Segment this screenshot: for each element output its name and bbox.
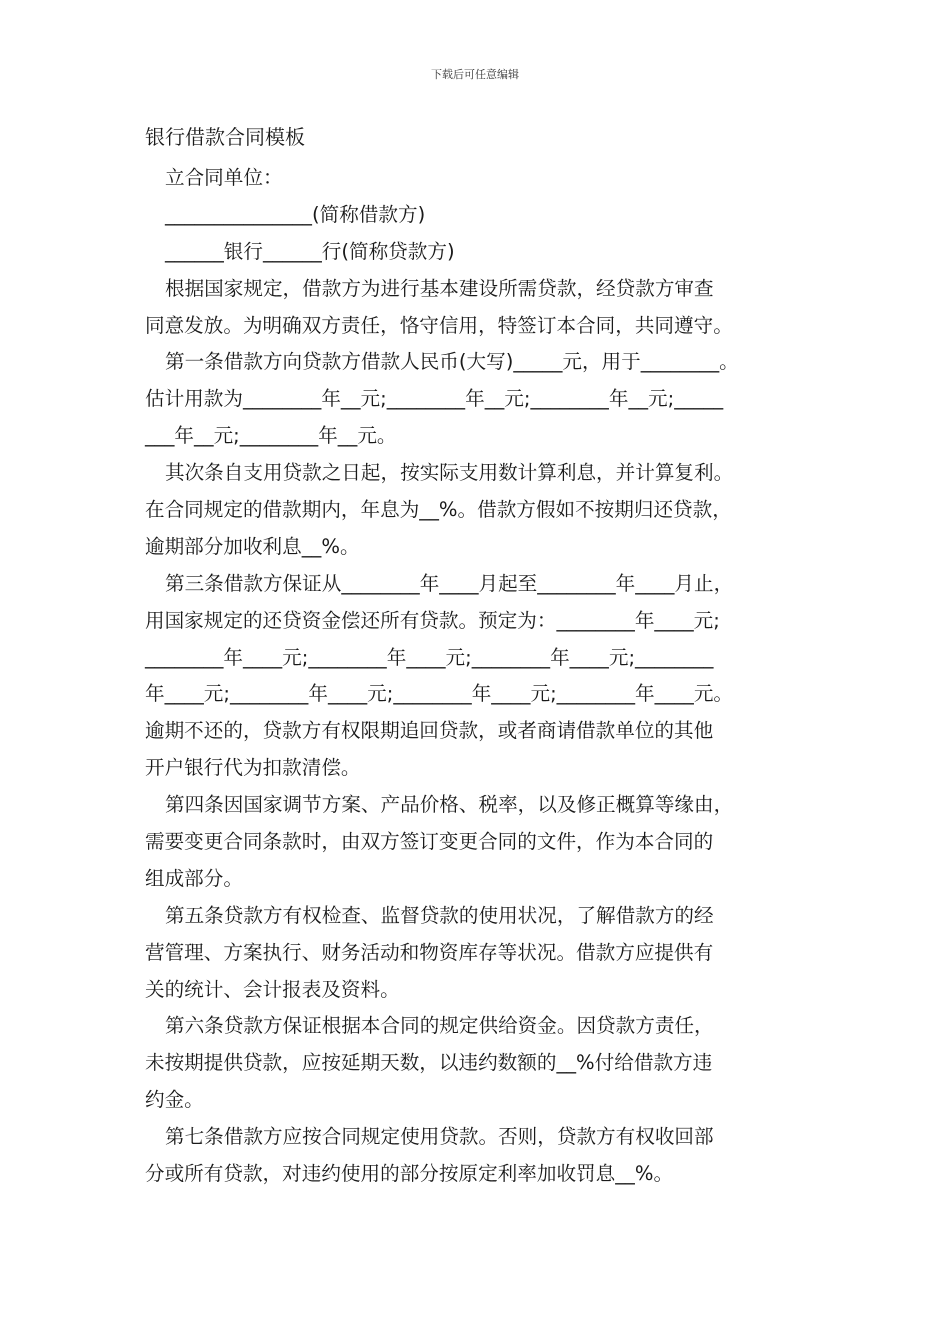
parties-heading: 立合同单位： [165,166,283,189]
article-1-line: ___年__元;________年__元。 [145,424,397,448]
article-2-line: 逾期部分加收利息__%。 [145,534,360,558]
contract-body [145,160,813,1193]
article-4-line: 第四条因国家调节方案、产品价格、税率，以及修正概算等缘由， [165,793,734,817]
article-6-line: 第六条贷款方保证根据本合同的规定供给资金。因贷款方责任， [165,1014,714,1038]
preamble-line: 同意发放。为明确双方责任，恪守信用，特签订本合同，共同遵守。 [145,313,733,337]
preamble-line: 根据国家规定，借款方为进行基本建设所需贷款，经贷款方审查 [165,276,714,300]
article-1-line: 估计用款为________年__元;________年__元;________年__元;_____ [145,387,724,411]
article-5-line: 第五条贷款方有权检查、监督贷款的使用状况，了解借款方的经 [165,903,714,927]
article-1-line: 第一条借款方向贷款方借款人民币(大写)_____元，用于________。 [165,350,739,374]
article-7-line: 分或所有贷款，对违约使用的部分按原定利率加收罚息__%。 [145,1162,674,1186]
article-3-line: ________年____元;________年____元;________年____元;________ [145,645,714,669]
article-2-line: 在合同规定的借款期内，年息为__%。借款方假如不按期归还贷款， [145,498,732,522]
article-5-line: 营管理、方案执行、财务活动和物资库存等状况。借款方应提供有 [145,940,714,964]
article-3-line: 年____元;________年____元;________年____元;________年____元。 [145,682,734,706]
article-3-line: 开户银行代为扣款清偿。 [145,756,361,780]
article-5-line: 关的统计、会计报表及资料。 [145,977,400,1001]
article-3-line: 第三条借款方保证从________年____月起至________年____月止， [165,571,734,595]
article-7-line: 第七条借款方应按合同规定使用贷款。否则，贷款方有权收回部 [165,1125,714,1149]
article-4-line: 组成部分。 [145,866,243,890]
article-6-line: 未按期提供贷款，应按延期天数，以违约数额的__%付给借款方违 [145,1051,713,1075]
article-3-line: 用国家规定的还贷资金偿还所有贷款。预定为：________年____元; [145,608,720,632]
page-header-note: 下载后可任意编辑 [431,68,519,81]
document-title: 银行借款合同模板 [145,125,305,149]
article-6-line: 约金。 [145,1088,204,1112]
article-4-line: 需要变更合同条款时，由双方签订变更合同的文件，作为本合同的 [145,830,714,854]
article-3-line: 逾期不还的，贷款方有权限期追回贷款，或者商请借款单位的其他 [145,719,714,743]
borrower-line: _______________(简称借款方) [165,202,426,226]
lender-line: ______银行______行(简称贷款方) [165,239,455,263]
article-2-line: 其次条自支用贷款之日起，按实际支用数计算利息，并计算复利。 [165,461,734,485]
